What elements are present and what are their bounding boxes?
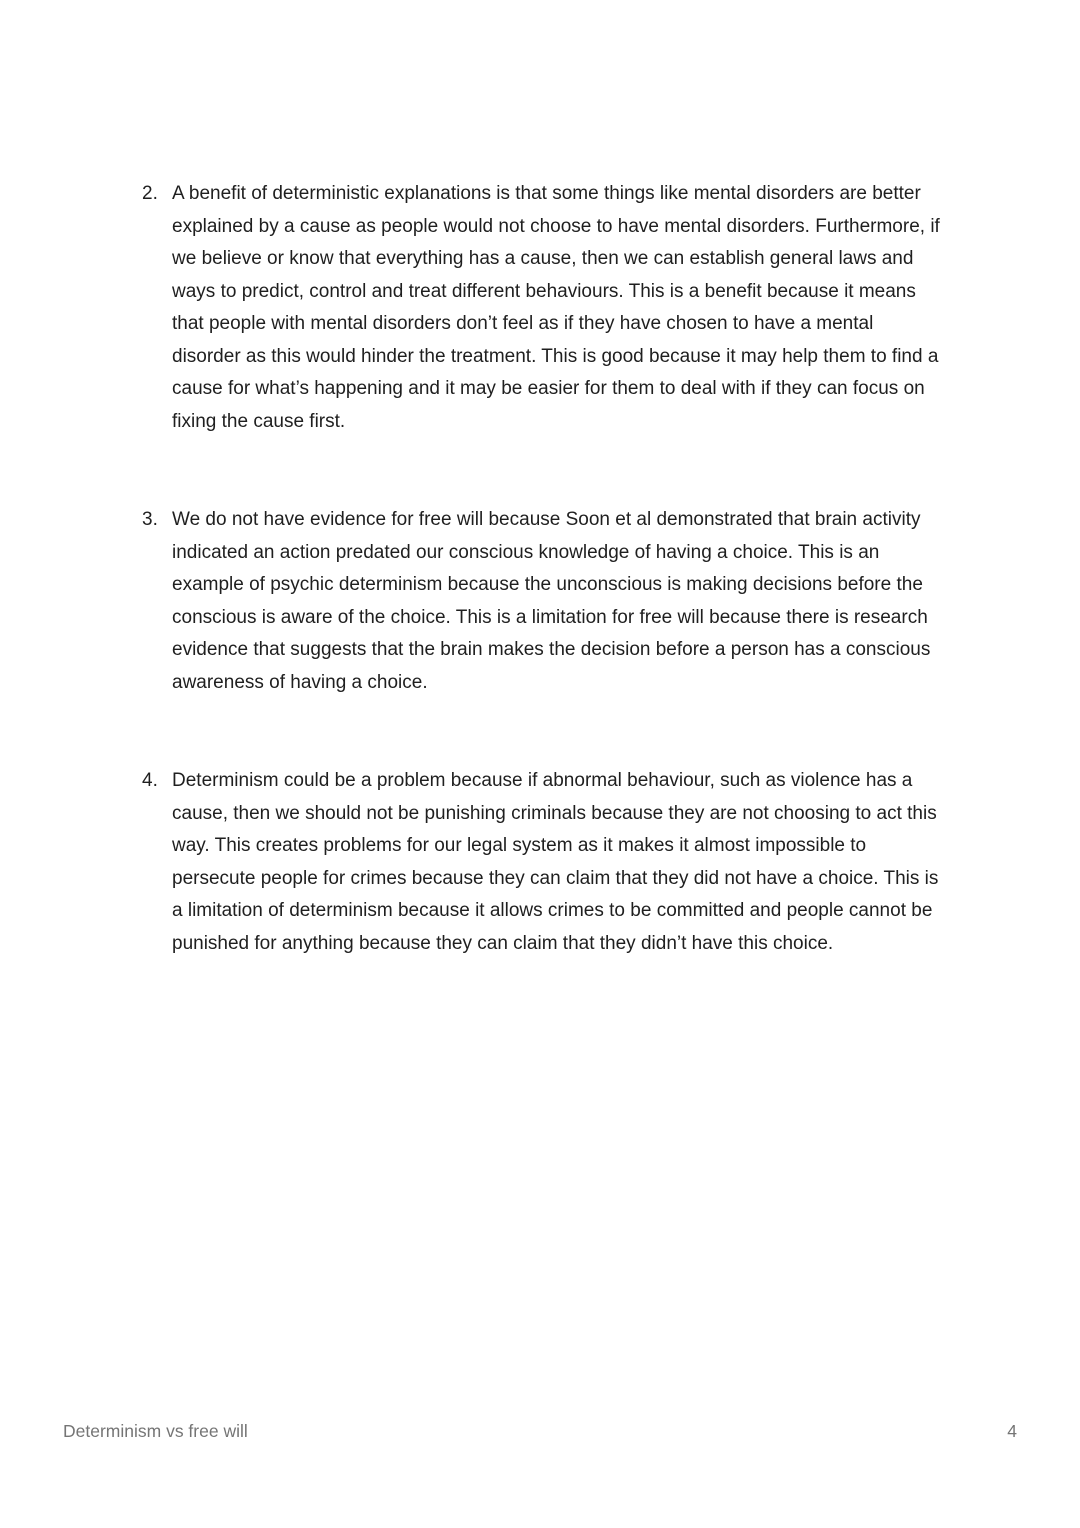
list-item-text: We do not have evidence for free will because Soon et al demonstrated that brain activity indicated an action predated our conscious knowledge of having a choice. This is an example of psychic determinism because the unconscious is making decisions before the conscious is aware of the choice. This is a limitation for free will because there is research evidence that suggests that the brain makes the decision before a person has a conscious awareness of having a choice. [172,509,931,693]
page-footer [63,1420,1017,1442]
footer-page-number: 4 [1007,1421,1017,1441]
footer-document-title: Determinism vs free will [63,1421,248,1441]
list-item-text: Determinism could be a problem because if abnormal behaviour, such as violence has a cause, then we should not be punishing criminals because they are not choosing to act this way. This creates problems for our legal system as it makes it almost impossible to persecute people for crimes because they can claim that they did not have a choice. This is a limitation of determinism because it allows crimes to be committed and people cannot be punished for anything because they can claim that they didn’t have this choice. [172,770,939,954]
list-item-number: 3. [142,509,158,530]
list-item-number: 4. [142,770,158,791]
list-item-text: A benefit of deterministic explanations is that some things like mental disorders are better explained by a cause as people would not choose to have mental disorders. Furthermore, if we believe or know that everything has a cause, then we can establish general laws and ways to predict, control and treat different behaviours. This is a benefit because it means that people with mental disorders don’t feel as if they have chosen to have a mental disorder as this would hinder the treatment. This is good because it may help them to find a cause for what’s happening and it may be easier for them to deal with if they can focus on fixing the cause first. [172,183,940,432]
list-item [142,178,947,438]
list-item-number: 2. [142,183,158,204]
list-item [142,504,947,699]
list-item [142,765,947,960]
document-body [142,178,947,1026]
